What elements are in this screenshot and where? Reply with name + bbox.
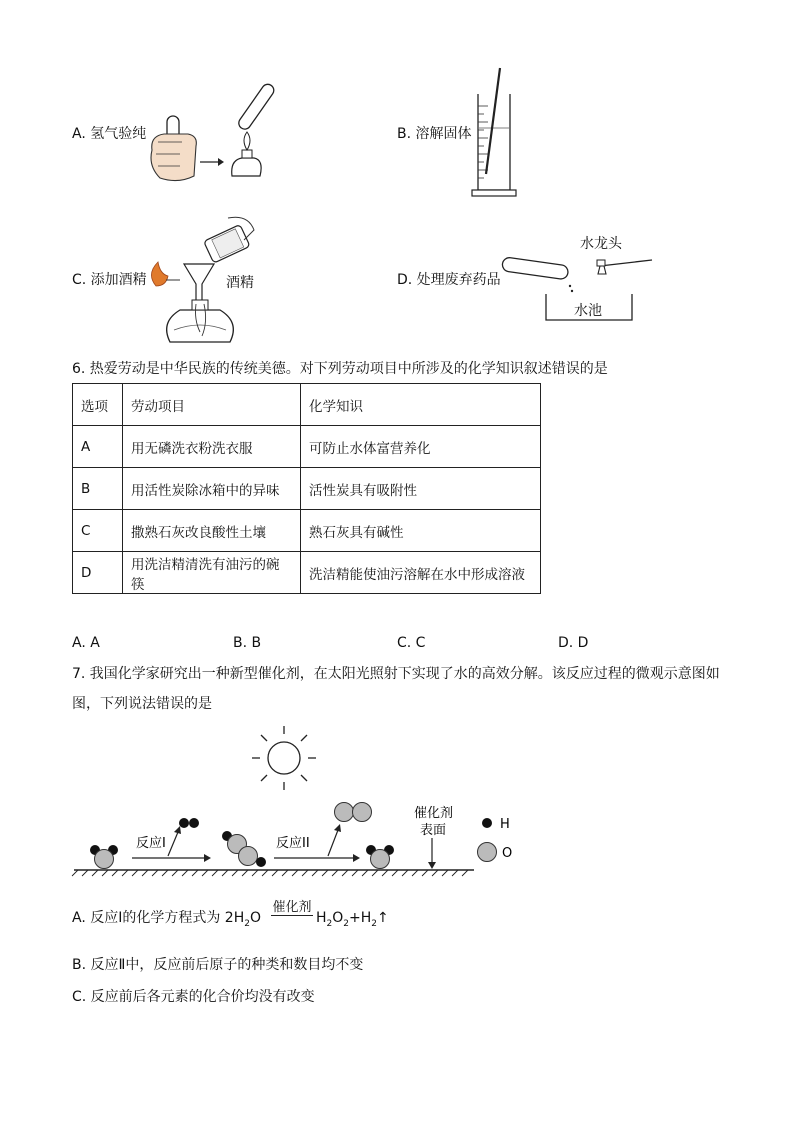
product-o: O bbox=[332, 910, 344, 926]
hydrogen-peroxide-molecule bbox=[222, 831, 266, 867]
product-h2-sub: 2 bbox=[371, 918, 378, 929]
table-cell: 活性炭具有吸附性 bbox=[301, 468, 541, 510]
graduated-cylinder-illustration bbox=[470, 66, 520, 202]
legend-o-swatch bbox=[478, 843, 497, 862]
table-header-cell: 选项 bbox=[73, 384, 123, 426]
gas-arrow: ↑ bbox=[377, 910, 389, 926]
table-header-row bbox=[73, 384, 541, 426]
equation-line bbox=[271, 915, 313, 916]
table-row bbox=[73, 552, 541, 594]
product-plus-h: +H bbox=[349, 910, 372, 926]
catalyst-label-line1: 催化剂 bbox=[414, 806, 454, 821]
table-cell: 用洗洁精清洗有油污的碗筷 bbox=[123, 552, 301, 594]
question-6-stem: 6. 热爱劳动是中华民族的传统美德。对下列劳动项目中所涉及的化学知识叙述错误的是 bbox=[72, 361, 608, 377]
option-a-label: A. 氢气验纯 bbox=[72, 126, 147, 142]
option-b-label: B. 溶解固体 bbox=[397, 126, 472, 142]
table-cell: D bbox=[73, 552, 123, 594]
table-row bbox=[73, 510, 541, 552]
choice-d: D. D bbox=[558, 635, 589, 651]
option-a-subscript: 2 bbox=[244, 918, 250, 929]
table-cell: C bbox=[73, 510, 123, 552]
water-splitting-diagram bbox=[70, 720, 530, 880]
table-row bbox=[73, 468, 541, 510]
table-cell: 熟石灰具有碱性 bbox=[301, 510, 541, 552]
table-cell: 撒熟石灰改良酸性土壤 bbox=[123, 510, 301, 552]
legend-o-label: O bbox=[502, 846, 513, 861]
question-7-option-c: C. 反应前后各元素的化合价均没有改变 bbox=[72, 989, 315, 1005]
option-c-label: C. 添加酒精 bbox=[72, 272, 147, 288]
question-7-option-a bbox=[72, 908, 261, 934]
question-7-stem-line1: 7. 我国化学家研究出一种新型催化剂，在太阳光照射下实现了水的高效分解。该反应过程的微观示意图如 bbox=[72, 666, 720, 682]
catalyst-label-line2: 表面 bbox=[420, 823, 447, 838]
table-cell: 洗洁精能使油污溶解在水中形成溶液 bbox=[301, 552, 541, 594]
choice-c: C. C bbox=[397, 635, 426, 651]
hydrogen-molecule bbox=[179, 818, 199, 828]
faucet-label: 水龙头 bbox=[580, 236, 622, 252]
oxygen-molecule bbox=[335, 803, 372, 822]
question-7-option-b: B. 反应Ⅱ中，反应前后原子的种类和数目均不变 bbox=[72, 957, 364, 973]
product-h-sub: 2 bbox=[326, 918, 333, 929]
table-cell: 用活性炭除冰箱中的异味 bbox=[123, 468, 301, 510]
legend-h-swatch bbox=[482, 818, 492, 828]
reaction-2-label: 反应II bbox=[276, 836, 310, 851]
table-cell: A bbox=[73, 426, 123, 468]
table-cell: 用无磷洗衣粉洗衣服 bbox=[123, 426, 301, 468]
table-header-cell: 劳动项目 bbox=[123, 384, 301, 426]
choice-b: B. B bbox=[233, 635, 262, 651]
table-cell: B bbox=[73, 468, 123, 510]
option-a-prefix: A. 反应Ⅰ的化学方程式为 2H bbox=[72, 910, 245, 926]
question-7-stem-line2: 图，下列说法错误的是 bbox=[72, 696, 212, 712]
water-molecule bbox=[90, 845, 118, 869]
product-h: H bbox=[316, 910, 327, 926]
sun-icon bbox=[252, 726, 316, 790]
choice-a: A. A bbox=[72, 635, 100, 651]
question-6-table bbox=[72, 383, 541, 594]
table-row bbox=[73, 426, 541, 468]
catalyst-condition: 催化剂 bbox=[272, 900, 312, 915]
option-a-oxygen: O bbox=[249, 910, 262, 926]
hydrogen-purity-test-illustration bbox=[148, 80, 278, 190]
water-molecule bbox=[366, 845, 394, 869]
product-o-sub: 2 bbox=[343, 918, 350, 929]
equation-products bbox=[316, 908, 389, 934]
legend-h-label: H bbox=[500, 817, 510, 832]
table-header-cell: 化学知识 bbox=[301, 384, 541, 426]
option-d-label: D. 处理废弃药品 bbox=[397, 272, 501, 288]
table-cell: 可防止水体富营养化 bbox=[301, 426, 541, 468]
reaction-1-label: 反应I bbox=[136, 836, 166, 851]
alcohol-label: 酒精 bbox=[226, 275, 254, 291]
sink-label: 水池 bbox=[574, 303, 602, 319]
